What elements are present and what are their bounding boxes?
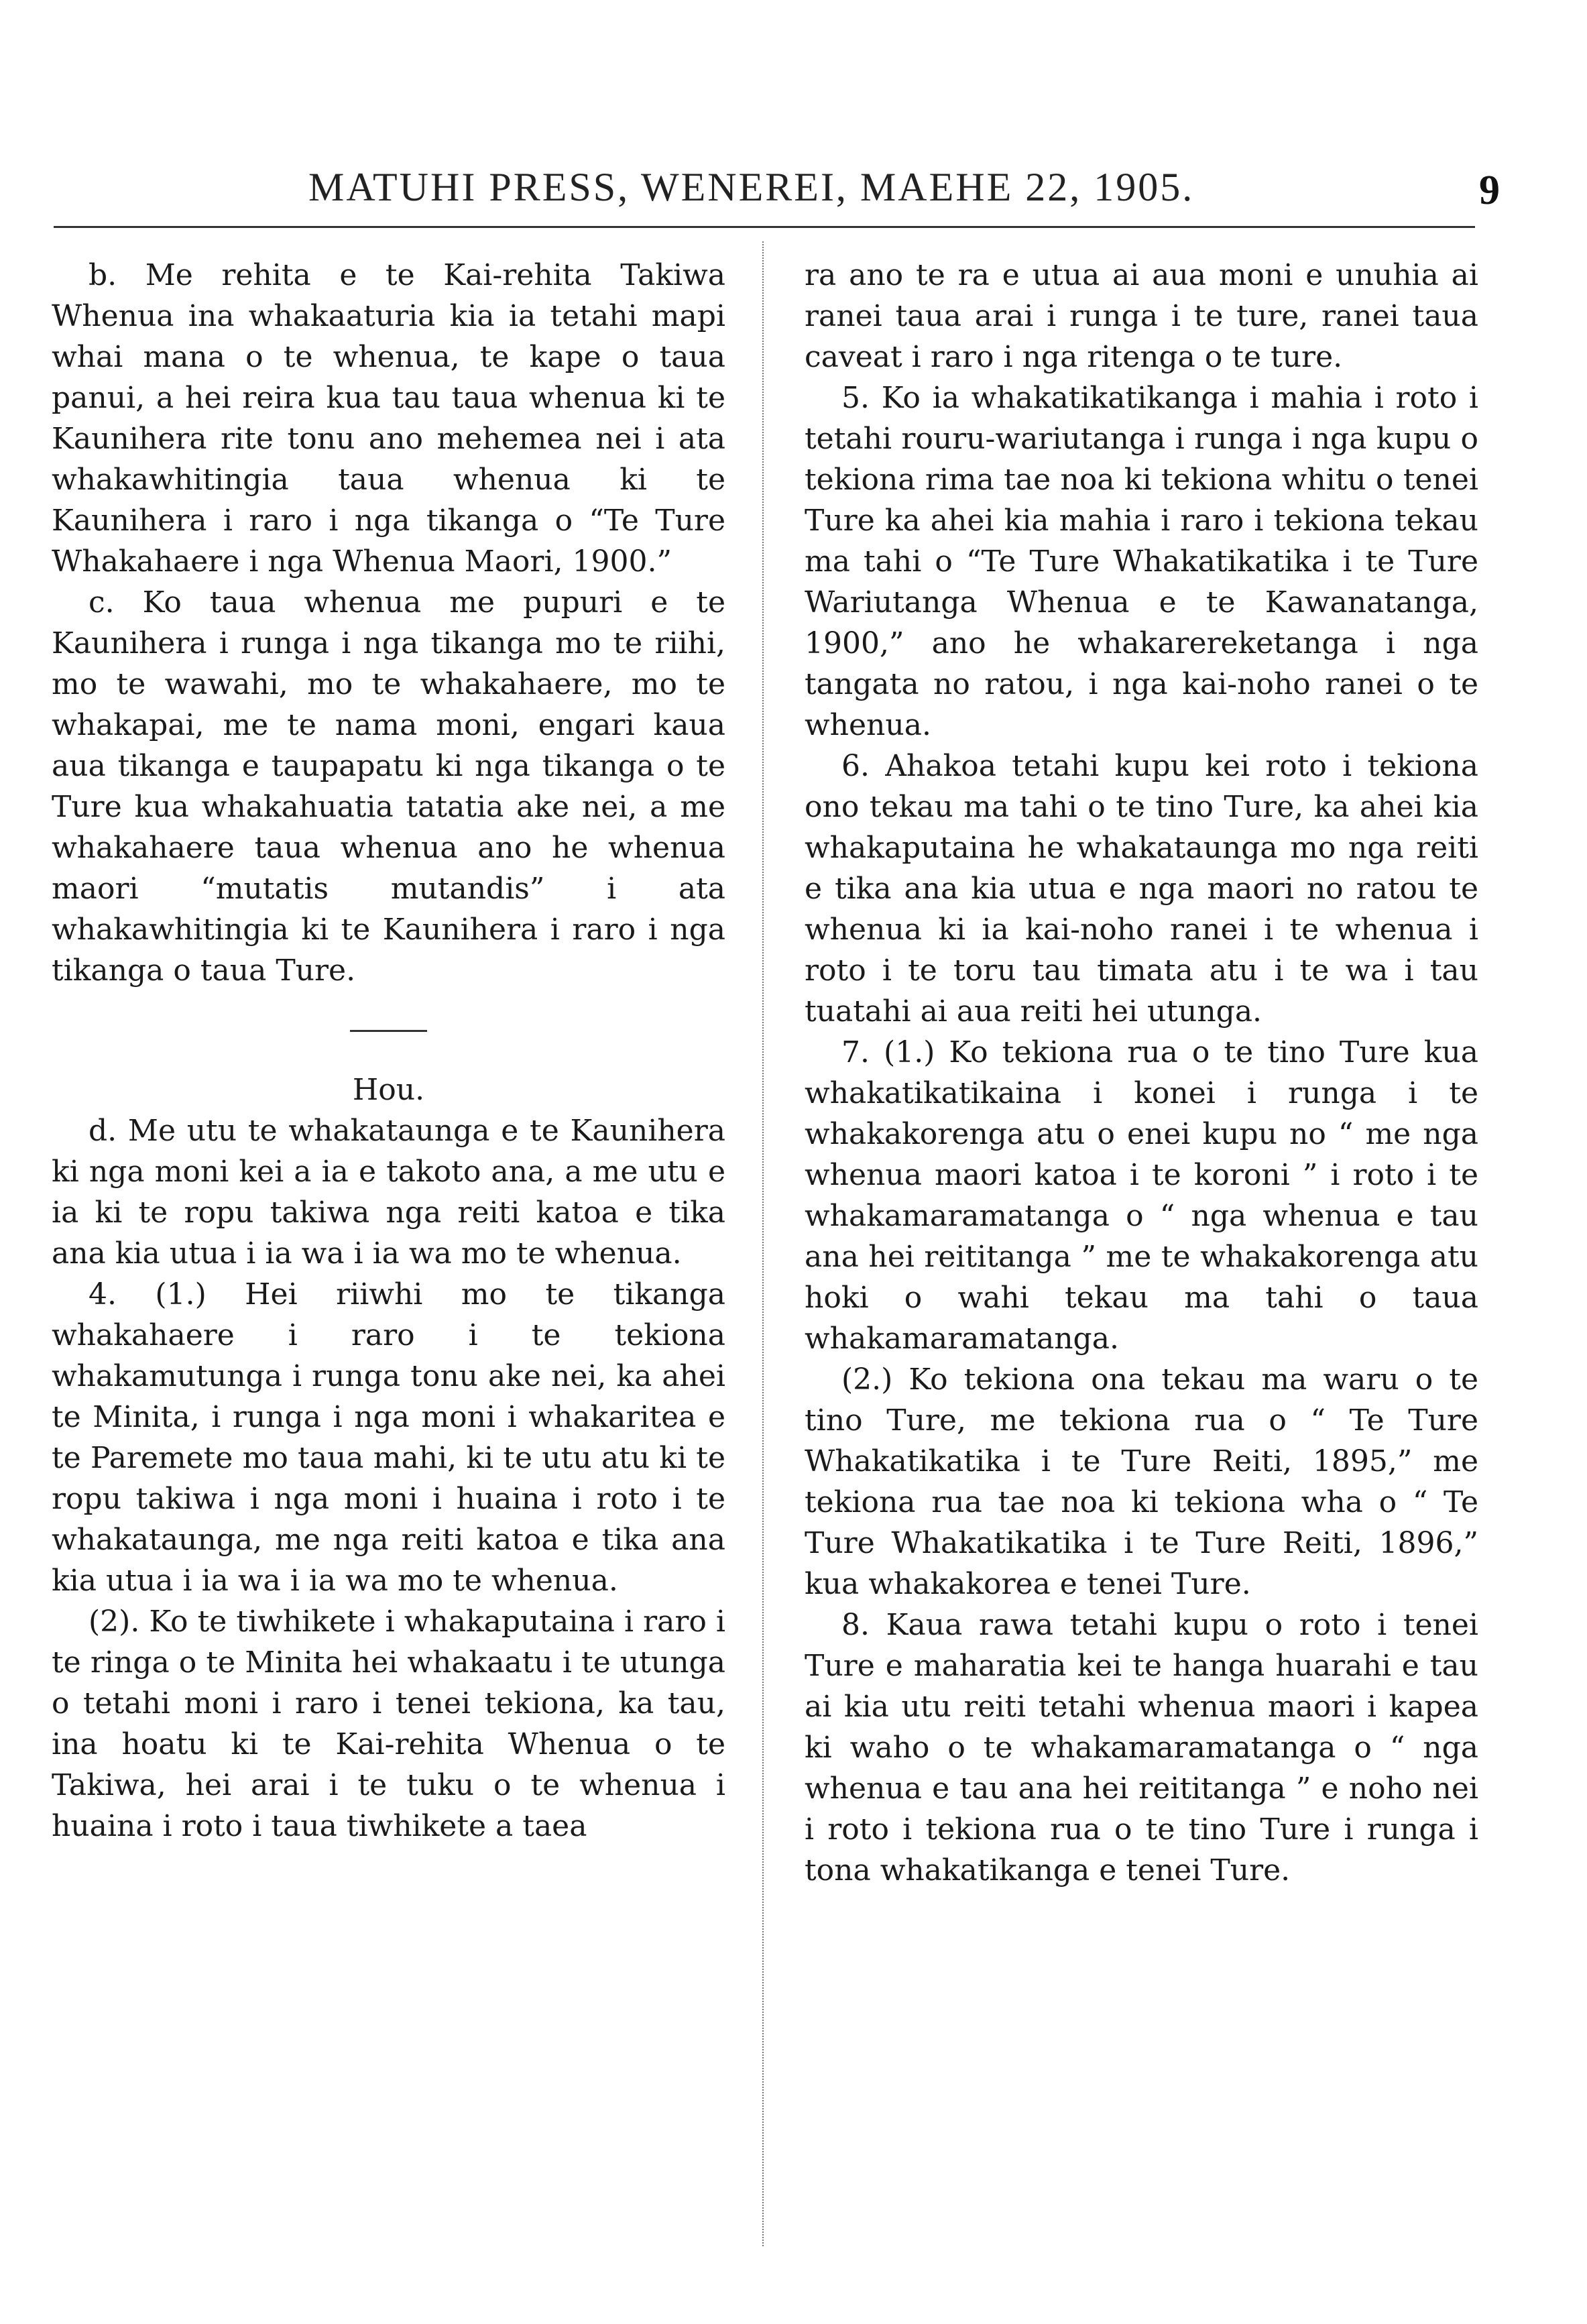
paragraph-b: b. Me rehita e te Kai-rehita Takiwa Whenua ina whakaaturia kia ia tetahi mapi whai mana o te whenua, te kape o taua panui, a hei reira kua tau taua whenua ki te Kaunihera rite tonu ano mehemea nei i ata whakawhitingia taua whenua ki te Kaunihera i raro i nga tikanga o “Te Ture Whakahaere i nga Whenua Maori, 1900.” <box>52 258 725 579</box>
header-rule <box>54 226 1475 228</box>
paragraph-4-2: (2). Ko te tiwhikete i whakaputaina i raro i te ringa o te Minita hei whakaatu i te utunga o tetahi moni i raro i tenei tekiona, ka tau, ina hoatu ki te Kai-rehita Whenua o te Takiwa, hei arai i te tuku o te whenua i huaina i roto i taua tiwhikete a taea <box>52 1605 725 1843</box>
paragraph-6: 6. Ahakoa tetahi kupu kei roto i tekiona ono tekau ma tahi o te tino Ture, ka ahei kia whakaputaina he whakataunga mo nga reiti e tika ana kia utua e nga maori no ratou te whenua ki ia kai-noho ranei i te whenua i roto i te toru tau timata atu i te wa i tau tuatahi ai aua reiti hei utunga. <box>805 749 1478 1029</box>
section-heading: Hou. <box>352 1073 425 1107</box>
paragraph-8: 8. Kaua rawa tetahi kupu o roto i tenei Ture e maharatia kei te hanga huarahi e tau ai kia utu reiti tetahi whenua maori i kapea ki waho o te whakamaramatanga o “ nga whenua e tau ana hei reititanga ” e noho nei i roto i tekiona rua o te tino Ture i runga i tona whakatikanga e tenei Ture. <box>805 1608 1478 1887</box>
section-rule <box>350 1030 427 1032</box>
newspaper-header-title: MATUHI PRESS, WENEREI, MAEHE 22, 1905. <box>308 165 1195 209</box>
paragraph-4-1: 4. (1.) Hei riiwhi mo te tikanga whakahaere i raro i te tekiona whakamutunga i runga tonu ake nei, ka ahei te Minita, i runga i nga moni i whakaritea e te Paremete mo taua mahi, ki te utu atu ki te ropu takiwa i nga moni i huaina i roto i te whakataunga, me nga reiti katoa e tika ana kia utua i ia wa i ia wa mo te whenua. <box>52 1277 725 1598</box>
right-column <box>805 255 1478 1891</box>
paragraph-d: d. Me utu te whakataunga e te Kaunihera ki nga moni kei a ia e takoto ana, a me utu e ia ki te ropu takiwa nga reiti katoa e tika ana kia utua i ia wa i ia wa mo te whenua. <box>52 1114 725 1271</box>
column-divider <box>762 241 764 2246</box>
paragraph-continuation: ra ano te ra e utua ai aua moni e unuhia ai ranei taua arai i runga i te ture, ranei taua caveat i raro i nga ritenga o te ture. <box>805 258 1478 374</box>
paragraph-5: 5. Ko ia whakatikatikanga i mahia i roto i tetahi rouru-wariutanga i runga i nga kupu o tekiona rima tae noa ki tekiona whitu o tenei Ture ka ahei kia mahia i raro i tekiona tekau ma tahi o “Te Ture Whakatikatika i te Ture Wariutanga Whenua e te Kawanatanga, 1900,” ano he whakarereketanga i nga tangata no ratou, i nga kai-noho ranei o te whenua. <box>805 381 1478 742</box>
left-column <box>52 255 725 1847</box>
page-header <box>54 164 1533 225</box>
paragraph-c: c. Ko taua whenua me pupuri e te Kaunihera i runga i nga tikanga mo te riihi, mo te wawahi, mo te whakahaere, mo te whakapai, me te nama moni, engari kaua aua tikanga e taupapatu ki nga tikanga o te Ture kua whakahuatia tatatia ake nei, a me whakahaere taua whenua ano he whenua maori “mutatis mutandis” i ata whakawhitingia ki te Kaunihera i raro i nga tikanga o taua Ture. <box>52 585 725 988</box>
paragraph-7-1: 7. (1.) Ko tekiona rua o te tino Ture kua whakatikatikaina i konei i runga i te whakakorenga atu o enei kupu no “ me nga whenua maori katoa i te koroni ” i roto i te whakamaramatanga o “ nga whenua e tau ana hei reititanga ” me te whakakorenga atu hoki o wahi tekau ma tahi o taua whakamaramatanga. <box>805 1035 1478 1356</box>
page-number: 9 <box>1479 168 1500 213</box>
paragraph-7-2: (2.) Ko tekiona ona tekau ma waru o te tino Ture, me tekiona rua o “ Te Ture Whakatikatika i te Ture Reiti, 1895,” me tekiona rua tae noa ki tekiona wha o “ Te Ture Whakatikatika i te Ture Reiti, 1896,” kua whakakorea e tenei Ture. <box>805 1362 1478 1601</box>
